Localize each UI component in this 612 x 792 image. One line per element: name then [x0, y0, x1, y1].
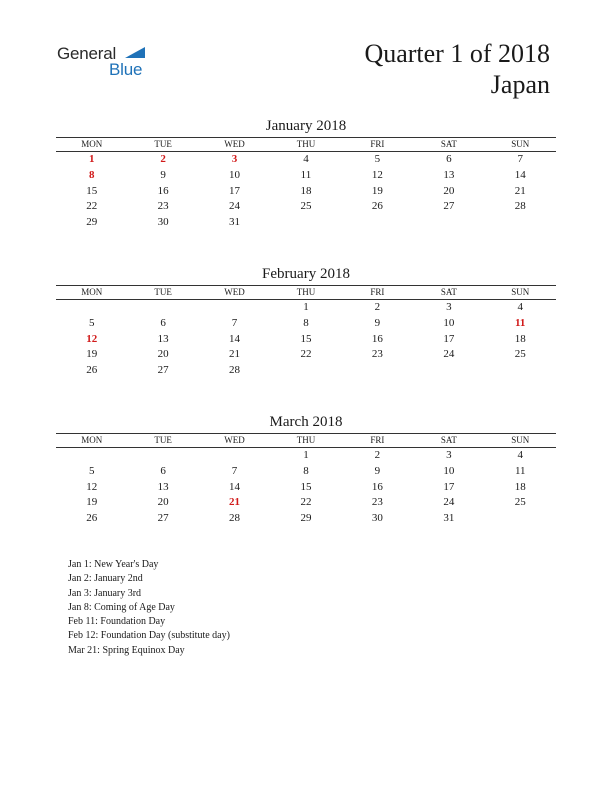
day-cell: 6: [160, 464, 166, 477]
day-cell: 8: [303, 316, 309, 329]
day-cell: [270, 215, 341, 231]
day-cell-holiday: 21: [229, 496, 241, 509]
week-row: [56, 316, 556, 332]
day-cell: 29: [300, 512, 312, 525]
day-cell: 22: [300, 348, 312, 361]
day-cell: [485, 215, 556, 231]
holiday-entry: Jan 8: Coming of Age Day: [68, 601, 175, 613]
holiday-entry: Jan 3: January 3rd: [68, 587, 142, 599]
week-row: [56, 511, 556, 527]
week-row: [56, 448, 556, 464]
week-row: [56, 347, 556, 363]
day-cell: 25: [514, 496, 526, 509]
day-cell: 17: [443, 332, 455, 345]
day-cell: 7: [231, 464, 238, 477]
holiday-entry: Jan 1: New Year's Day: [68, 559, 159, 570]
month-title: March 2018: [269, 414, 343, 430]
weekday-label: TUE: [154, 435, 172, 445]
day-cell: 28: [229, 364, 241, 377]
day-cell: 23: [157, 200, 169, 213]
day-cell: 25: [300, 200, 312, 213]
day-cell: 16: [371, 480, 383, 493]
day-cell: 3: [446, 301, 452, 313]
weekday-label: SAT: [440, 139, 457, 149]
day-cell: [413, 363, 484, 379]
day-cell: 23: [371, 348, 383, 361]
day-cell: 31: [229, 216, 241, 229]
day-cell: 20: [157, 348, 169, 361]
weekday-label: SUN: [511, 139, 530, 149]
day-cell: [127, 300, 198, 316]
weekday-label: TUE: [154, 139, 172, 149]
weekday-label: THU: [296, 435, 316, 445]
day-cell: 19: [86, 496, 98, 509]
logo-text-blue: Blue: [109, 60, 143, 79]
weekday-label: WED: [224, 139, 245, 149]
day-cell: 17: [229, 184, 241, 197]
day-cell: 28: [229, 512, 241, 525]
weekday-label: SUN: [511, 287, 530, 297]
week-row: [56, 480, 556, 496]
day-cell: 24: [229, 200, 241, 213]
holiday-entry: Mar 21: Spring Equinox Day: [68, 644, 185, 656]
day-cell: 11: [300, 168, 312, 181]
weekday-label: FRI: [370, 287, 385, 297]
day-cell: [56, 300, 127, 316]
day-cell: 5: [88, 464, 95, 477]
day-cell-holiday: 8: [88, 168, 95, 181]
day-cell: 19: [86, 348, 98, 361]
day-cell: 28: [514, 200, 526, 213]
day-cell: 22: [300, 496, 312, 509]
logo-text-general: General: [57, 44, 117, 63]
day-cell: 26: [86, 512, 98, 525]
day-cell: 27: [157, 364, 169, 377]
week-row: [56, 215, 556, 231]
weekday-label: SAT: [440, 287, 457, 297]
day-cell: 3: [446, 449, 452, 461]
day-cell: 20: [443, 184, 455, 197]
day-cell: 11: [514, 464, 526, 477]
weekday-label: MON: [81, 139, 103, 149]
weekday-label: FRI: [370, 139, 385, 149]
day-cell: [485, 511, 556, 527]
day-cell: 27: [157, 512, 169, 525]
week-row: [56, 184, 556, 200]
logo-triangle-icon: [125, 47, 145, 58]
day-cell: 20: [157, 496, 169, 509]
day-cell: 15: [300, 480, 312, 493]
day-cell: 4: [517, 301, 523, 313]
day-cell: 10: [229, 168, 241, 181]
week-row: [56, 199, 556, 215]
day-cell: 9: [160, 168, 166, 181]
month-title: February 2018: [262, 266, 350, 282]
day-cell: 7: [231, 316, 238, 329]
day-cell: 18: [514, 480, 526, 493]
day-cell-holiday: 11: [515, 316, 526, 329]
day-cell: 29: [86, 216, 98, 229]
day-cell: 18: [514, 332, 526, 345]
week-row: [56, 363, 556, 379]
month-calendar-february: [56, 265, 556, 379]
day-cell: 13: [157, 332, 169, 345]
day-cell: 13: [157, 480, 169, 493]
day-cell: 4: [517, 449, 523, 461]
weekday-label: FRI: [370, 435, 385, 445]
holiday-entry: Feb 12: Foundation Day (substitute day): [68, 630, 230, 642]
day-cell: 8: [303, 464, 309, 477]
day-cell: [413, 215, 484, 231]
day-cell: 15: [300, 332, 312, 345]
day-cell: 30: [371, 512, 383, 525]
weekday-label: MON: [81, 435, 103, 445]
title-quarter: Quarter 1 of 2018: [364, 39, 550, 68]
day-cell: 1: [303, 449, 309, 461]
weekday-header-row: [56, 137, 556, 152]
day-cell-holiday: 2: [160, 153, 166, 165]
holiday-entry: Feb 11: Foundation Day: [68, 616, 166, 628]
day-cell: [199, 448, 270, 464]
day-cell: 18: [300, 184, 312, 197]
day-cell-holiday: 1: [88, 153, 95, 165]
day-cell: [199, 300, 270, 316]
day-cell-holiday: 3: [231, 153, 238, 165]
day-cell: 12: [86, 480, 98, 493]
day-cell: 9: [374, 316, 381, 329]
week-row: [56, 168, 556, 184]
day-cell: 10: [443, 316, 455, 329]
day-cell: 5: [374, 153, 381, 165]
day-cell: 15: [86, 184, 98, 197]
day-cell: 16: [371, 332, 383, 345]
week-row: [56, 152, 556, 168]
day-cell: 22: [86, 200, 98, 213]
day-cell: 14: [229, 332, 241, 345]
week-row: [56, 300, 556, 316]
weekday-label: TUE: [154, 287, 172, 297]
weekday-label: WED: [224, 435, 245, 445]
week-row: [56, 464, 556, 480]
title-country: Japan: [490, 70, 550, 99]
weekday-label: THU: [296, 139, 316, 149]
day-cell: 13: [443, 168, 455, 181]
day-cell: 14: [514, 168, 526, 181]
day-cell: 2: [374, 449, 381, 461]
day-cell: 17: [443, 480, 455, 493]
day-cell: [56, 448, 127, 464]
week-row: [56, 495, 556, 511]
weekday-header-row: [56, 433, 556, 448]
month-calendar-march: [56, 413, 556, 527]
day-cell: 21: [514, 184, 526, 197]
day-cell: 5: [88, 316, 95, 329]
day-cell: 26: [86, 364, 98, 377]
holiday-list: [68, 558, 230, 658]
weekday-label: THU: [296, 287, 316, 297]
day-cell: 7: [517, 153, 523, 165]
weekday-label: SAT: [440, 435, 457, 445]
page-title: [364, 38, 550, 100]
day-cell: 14: [229, 480, 241, 493]
weekday-label: SUN: [511, 435, 530, 445]
day-cell: 25: [514, 348, 526, 361]
day-cell: [485, 363, 556, 379]
day-cell-holiday: 12: [86, 332, 98, 345]
day-cell: 2: [374, 301, 381, 313]
day-cell: 9: [374, 464, 381, 477]
brand-logo: [57, 44, 157, 84]
month-calendar-january: [56, 117, 556, 231]
day-cell: 16: [157, 184, 169, 197]
day-cell: 6: [446, 153, 452, 165]
day-cell: 21: [229, 348, 241, 361]
weekday-label: MON: [81, 287, 103, 297]
month-title: January 2018: [265, 118, 347, 134]
day-cell: 24: [443, 348, 455, 361]
day-cell: 27: [443, 200, 455, 213]
day-cell: 24: [443, 496, 455, 509]
week-row: [56, 332, 556, 348]
day-cell: 30: [157, 216, 169, 229]
holiday-entry: Jan 2: January 2nd: [68, 573, 143, 585]
day-cell: [270, 363, 341, 379]
day-cell: 19: [371, 184, 383, 197]
day-cell: 4: [303, 153, 309, 165]
day-cell: 31: [443, 512, 455, 525]
day-cell: 12: [371, 168, 383, 181]
day-cell: [342, 215, 413, 231]
day-cell: 1: [303, 301, 309, 313]
day-cell: [127, 448, 198, 464]
day-cell: 6: [160, 316, 166, 329]
day-cell: 23: [371, 496, 383, 509]
weekday-header-row: [56, 285, 556, 300]
day-cell: 26: [371, 200, 383, 213]
day-cell: 10: [443, 464, 455, 477]
day-cell: [342, 363, 413, 379]
weekday-label: WED: [224, 287, 245, 297]
